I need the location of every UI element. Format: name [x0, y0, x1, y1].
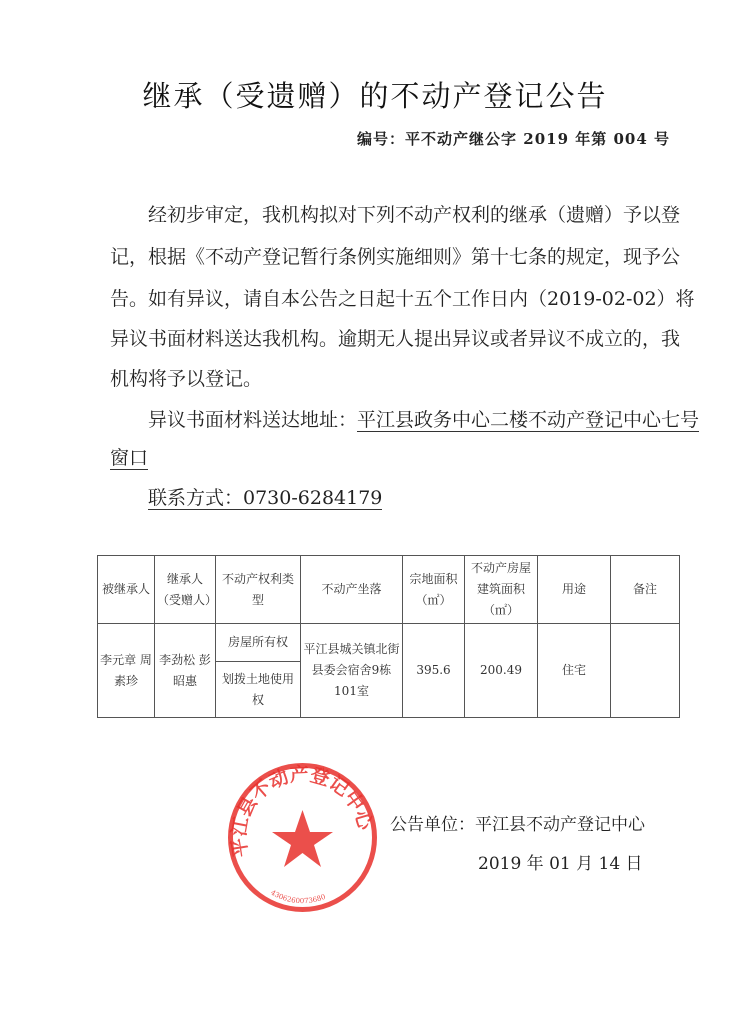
- address-value: 平江县政务中心二楼不动产登记中心七号: [357, 409, 700, 431]
- land-area-cell: 395.6: [403, 624, 465, 718]
- svg-text:4306260073680: 4306260073680: [269, 888, 327, 906]
- remarks-cell: [611, 624, 680, 718]
- header-cell: 用途: [538, 556, 611, 624]
- contact-row: [110, 483, 672, 513]
- property-table: [97, 555, 680, 718]
- header-cell: 宗地面积（㎡）: [403, 556, 465, 624]
- issuer: 公告单位：平江县不动产登记中心: [390, 815, 645, 835]
- address-row-2: [110, 443, 672, 473]
- body-line: 异议书面材料送达我机构。逾期无人提出异议或者异议不成立的，我: [110, 328, 681, 350]
- usage-cell: 住宅: [538, 624, 611, 718]
- header-cell: 不动产权利类 型: [216, 556, 301, 624]
- table-row: [98, 624, 680, 662]
- page-title: 继承（受遗赠）的不动产登记公告: [142, 79, 608, 113]
- address-label: 异议书面材料送达地址：: [148, 409, 358, 431]
- body-line: 经初步审定，我机构拟对下列不动产权利的继承（遗赠）予以登: [148, 204, 681, 226]
- address-value-cont: 窗口: [110, 447, 149, 469]
- header-cell: 被继承人: [98, 556, 155, 624]
- body-line: 记，根据《不动产登记暂行条例实施细则》第十七条的规定，现予公: [110, 246, 681, 268]
- heirs-cell: 李劲松 彭昭惠: [155, 624, 216, 718]
- body-line: 机构将予以登记。: [110, 368, 263, 390]
- issue-date: 2019 年 01 月 14 日: [478, 854, 643, 874]
- building-area-cell: 200.49: [465, 624, 538, 718]
- right-type-cell: 房屋所有权: [216, 624, 301, 662]
- location-cell: 平江县城关镇北街县委会宿舍9栋101室: [301, 624, 403, 718]
- address-row: [110, 405, 700, 435]
- body-line: 告。如有异议，请自本公告之日起十五个工作日内（2019-02-02）将: [110, 288, 695, 310]
- contact-info: 联系方式：0730-6284179: [148, 487, 383, 509]
- header-cell: 备注: [611, 556, 680, 624]
- official-seal: [225, 760, 380, 915]
- table-header-row: [98, 556, 680, 624]
- right-type-cell: 划拨土地使用权: [216, 662, 301, 718]
- star-icon: [272, 810, 333, 867]
- header-cell: 继承人（受赠人）: [155, 556, 216, 624]
- svg-text:平江县不动产登记中心: 平江县不动产登记中心: [227, 763, 377, 859]
- header-cell: 不动产房屋建筑面积（㎡）: [465, 556, 538, 624]
- decedents-cell: 李元章 周素珍: [98, 624, 155, 718]
- document-number: 编号：平不动产继公字 2019 年第 004 号: [357, 130, 670, 148]
- header-cell: 不动产坐落: [301, 556, 403, 624]
